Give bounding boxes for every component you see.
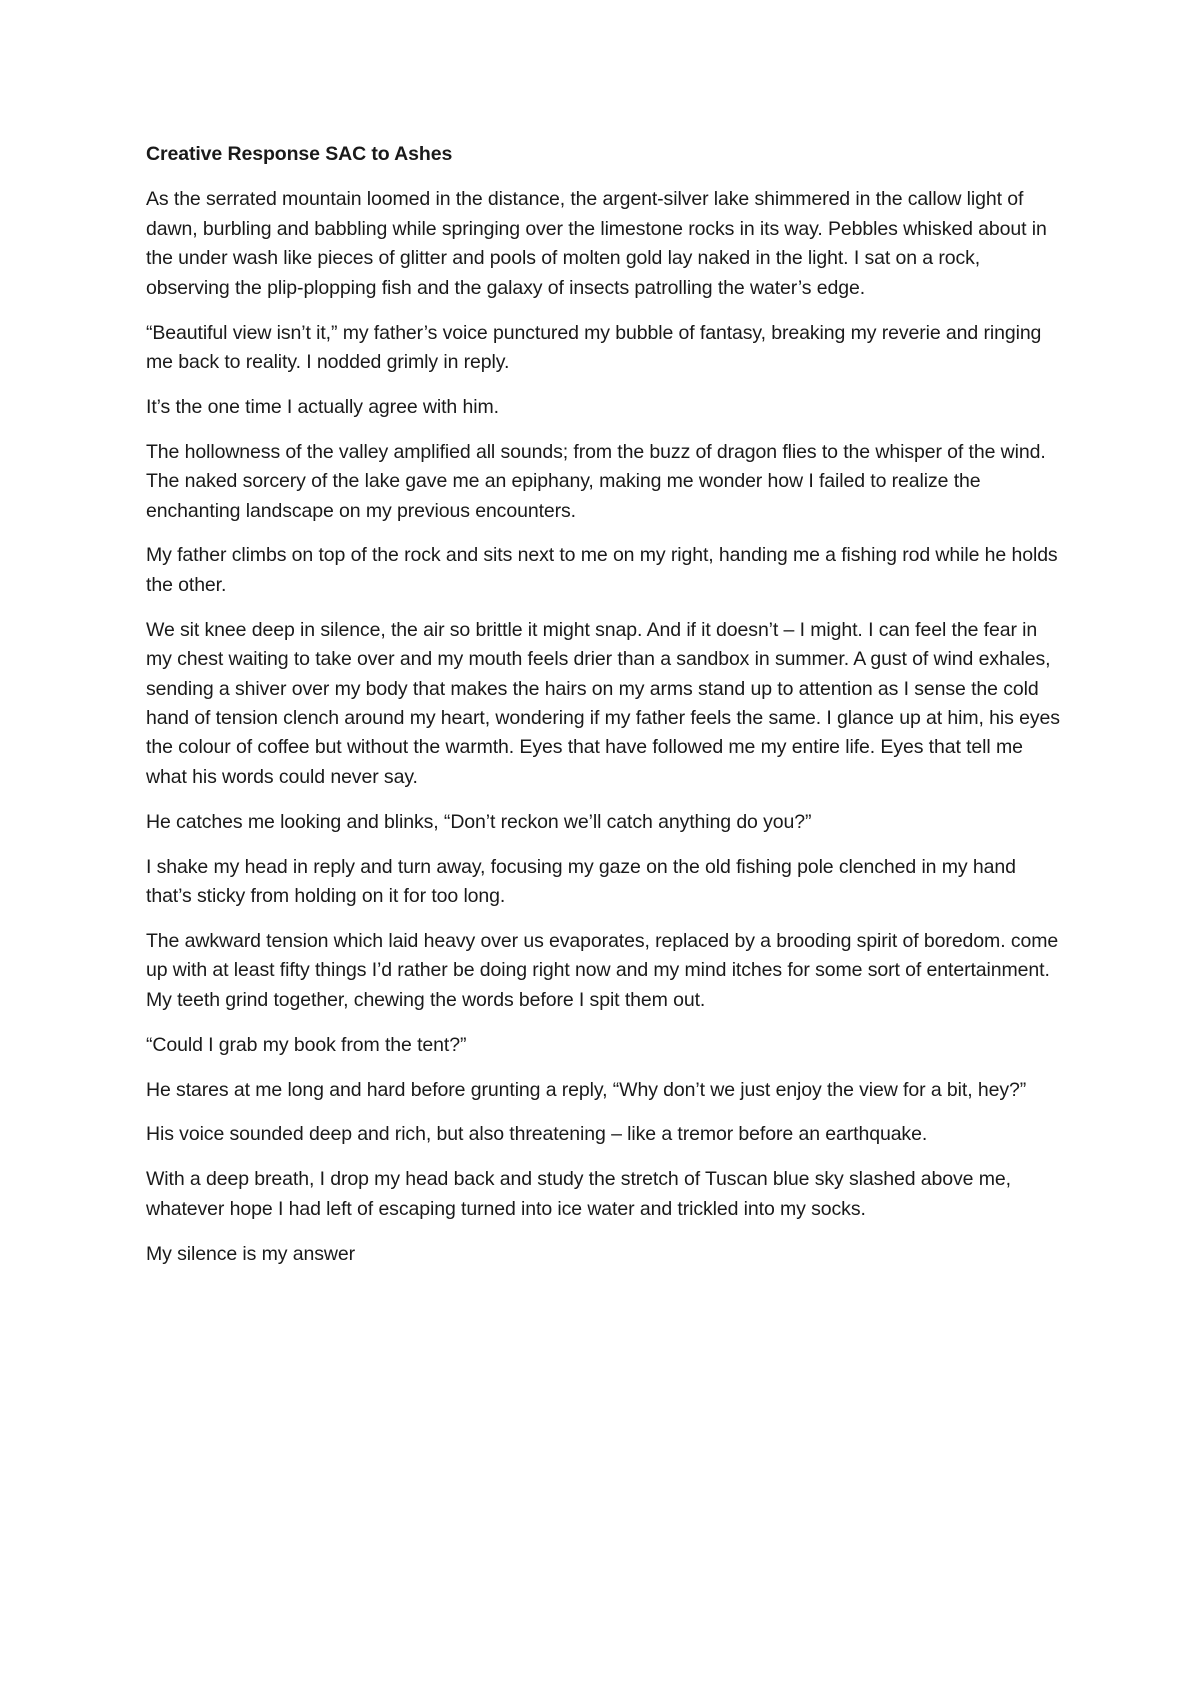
document-body [146, 140, 1066, 1285]
paragraph: My father climbs on top of the rock and sits next to me on my right, handing me a fishing rod while he holds the other. [146, 544, 1058, 596]
paragraph: I shake my head in reply and turn away, focusing my gaze on the old fishing pole clenched in my hand that’s sticky from holding on it for too long. [146, 855, 1016, 908]
paragraph: The hollowness of the valley amplified all sounds; from the buzz of dragon flies to the whisper of the wind. The naked sorcery of the lake gave me an epiphany, making me wonder how I failed to realize the enchanting landscape on my previous encounters. [146, 440, 1046, 522]
paragraph: He stares at me long and hard before grunting a reply, “Why don’t we just enjoy the view for a bit, hey?” [146, 1078, 1027, 1101]
paragraph: “Beautiful view isn’t it,” my father’s voice punctured my bubble of fantasy, breaking my reverie and ringing me back to reality. I nodded grimly in reply. [146, 321, 1042, 373]
paragraph: “Could I grab my book from the tent?” [146, 1033, 467, 1056]
paragraph: His voice sounded deep and rich, but also threatening – like a tremor before an earthquake. [146, 1123, 928, 1146]
paragraph: It’s the one time I actually agree with him. [146, 395, 499, 418]
paragraph: As the serrated mountain loomed in the distance, the argent-silver lake shimmered in the callow light of dawn, burbling and babbling while springing over the limestone rocks in its way. Pebbles whisked about in the under wash like pieces of glitter and pools of molten gold lay naked in the light. I sat on a rock, observing the plip-plopping fish and the galaxy of insects patrolling the water’s edge. [146, 188, 1047, 299]
paragraph: My silence is my answer [146, 1242, 356, 1265]
paragraph: We sit knee deep in silence, the air so brittle it might snap. And if it doesn’t – I might. I can feel the fear in my chest waiting to take over and my mouth feels drier than a sandbox in summer. A gust of wind exhales, sending a shiver over my body that makes the hairs on my arms stand up to attention as I sense the cold hand of tension clench around my heart, wondering if my father feels the same. I glance up at him, his eyes the colour of coffee but without the warmth. Eyes that have followed me my entire life. Eyes that tell me what his words could never say. [146, 618, 1060, 788]
paragraph: The awkward tension which laid heavy over us evaporates, replaced by a brooding spirit of boredom. come up with at least fifty things I’d rather be doing right now and my mind itches for some sort of entertainment. My teeth grind together, chewing the words before I spit them out. [146, 929, 1059, 1011]
document-title: Creative Response SAC to Ashes [146, 143, 453, 165]
paragraph: With a deep breath, I drop my head back and study the stretch of Tuscan blue sky slashed above me, whatever hope I had left of escaping turned into ice water and trickled into my socks. [146, 1168, 1011, 1220]
paragraph: He catches me looking and blinks, “Don’t reckon we’ll catch anything do you?” [146, 810, 812, 833]
